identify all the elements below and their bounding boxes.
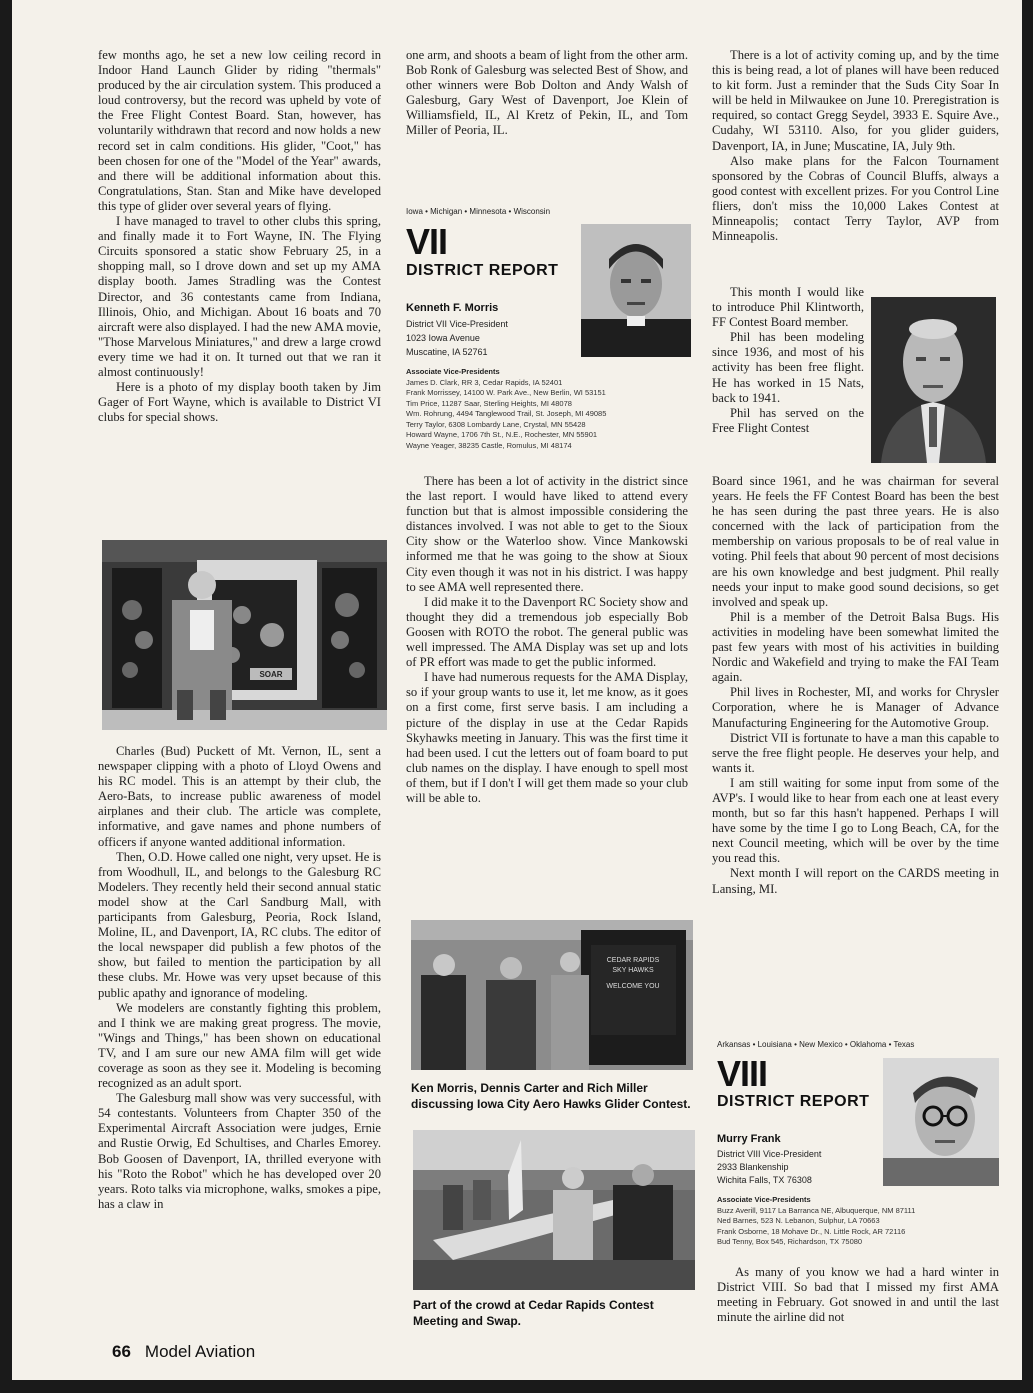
paragraph: few months ago, he set a new low ceiling record in Indoor Hand Launch Glider by riding "thermals" produced by the air circulation system. This produced a loud controversy, but the record was upheld by vote of the Free Flight Contest Board. Stan, however, has voluntarily withdrawn that record and now holds a new record set in calm conditions. His glider, "Coot," has been chosen for one of the "Model of the Year" awards, and there will be additional information about this. Congratulations, Stan. Stan and Mike have developed this type of glider over several years of flying. — [98, 48, 381, 213]
paragraph: Next month I will report on the CARDS meeting in Lansing, MI. — [712, 866, 999, 896]
paragraph: Charles (Bud) Puckett of Mt. Vernon, IL, sent a newspaper clipping with a photo of Lloyd Owens and his RC model. This is an attempt by their club, the Aero-Bats, to increase public awareness of model airplanes and their club. The article was complete, informative, and gave names and phone numbers of officers if anyone wanted additional information. — [98, 744, 381, 849]
paragraph: Phil lives in Rochester, MI, and works for Chrysler Corporation, where he is Manager of Advance Manufacturing Engineering for the Automotive Group. — [712, 685, 999, 730]
district-7-vp-title: District VII Vice-President — [406, 319, 508, 329]
assoc-item: Howard Wayne, 1706 7th St., N.E., Rochester, MN 55901 — [406, 430, 598, 439]
paragraph: We modelers are constantly fighting this problem, and I think we are making great progress. The movie, "Wings and Things," has been shown on educational TV, and I am sure our new AMA film will get wide coverage as soon as they see it. Modeling is becoming recognized as an adult sport. — [98, 1000, 381, 1091]
portrait-image — [871, 297, 996, 463]
paragraph: I have managed to travel to other clubs this spring, and finally made it to Fort Wayne, IN. The Flying Circuits sponsored a static show February 25, in a shopping mall, so I drove down and set up my AMA display booth. James Stradling was the Contest Director, and 36 contestants came from Indiana, Illinois, Ohio, and Michigan. About 16 boats and 70 aircraft were also displayed. I had the new AMA movie, "Those Marvelous Miniatures," and drew a large crowd every time we had it on. It turned out that we ran it almost continuously! — [98, 214, 381, 379]
portrait-murry-frank — [883, 1058, 999, 1186]
paragraph: I have had numerous requests for the AMA Display, so if your group wants to use it, let me know, as it goes on a first come, first serve basis. I am including a picture of the display in use at the Cedar Rapids Skyhawks meeting in January. This was the first time it had been used. I cut the letters out of foam board to put club names on the display. I have enough to spell most of them, but if I don't I will get them made so your club will be able to. — [406, 670, 688, 805]
column-2-body — [406, 474, 688, 806]
assoc-heading: Associate Vice-Presidents — [406, 367, 500, 376]
paragraph: I am still waiting for some input from some of the AVP's. I would like to hear from each one at least every month, but so far this hasn't happened. Perhaps I will have some by the time I go to Long Beach, CA, for the next Council meeting, which will be over by the time you read this. — [712, 775, 999, 866]
assoc-heading: Associate Vice-Presidents — [717, 1195, 811, 1204]
column-1-top — [98, 48, 381, 425]
paragraph: This month I would like to introduce Phil Klintworth, FF Contest Board member. — [712, 285, 864, 330]
district-7-address-1: 1023 Iowa Avenue — [406, 333, 480, 343]
assoc-item: James D. Clark, RR 3, Cedar Rapids, IA 52401 — [406, 377, 563, 387]
magazine-title: Model Aviation — [144, 1342, 256, 1361]
paragraph: I did make it to the Davenport RC Society show and thought they did a tremendous job especially Bob Goosen with ROTO the robot. The general public was well impressed. The AMA Display was set up and lots of PR effort was made to get the public informed. — [406, 594, 688, 670]
paragraph: District VII is fortunate to have a man this capable to serve the free flight people. He deserves your help, and wants it. — [712, 730, 999, 775]
assoc-item: Wayne Yeager, 38235 Castle, Romulus, MI 48174 — [406, 440, 572, 450]
welcome-sign-line-1: CEDAR RAPIDS — [606, 957, 660, 964]
district-8-vp-title: District VIII Vice-President — [717, 1149, 822, 1159]
district-8-associates — [717, 1195, 1007, 1248]
caption-cedar-rapids: Part of the crowd at Cedar Rapids Contest Meeting and Swap. — [413, 1298, 654, 1328]
paragraph: Here is a photo of my display booth taken by Jim Gager of Fort Wayne, which is available to District VI clubs for special shows. — [98, 380, 381, 425]
assoc-item: Terry Taylor, 6308 Lombardy Lane, Crystal, MN 55428 — [406, 419, 586, 429]
district-8-states: Arkansas • Louisiana • New Mexico • Oklahoma • Texas — [717, 1040, 915, 1049]
welcome-sign-line-2: SKY HAWKS — [612, 967, 654, 974]
page-number: 66 — [112, 1342, 131, 1361]
paragraph: Board since 1961, and he was chairman for several years. He feels the FF Contest Board has been the best he has seen during the past three years. He is also concerned with the lack of participation from the membership on various proposals to be of real value in voting. Phil feels that about 90 percent of most decisions are his own knowledge and best judgment. Phil really needs your input to make good sound decisions, so get involved and speak up. — [712, 474, 999, 609]
district-8-title: DISTRICT REPORT — [717, 1093, 870, 1110]
display-booth-image — [102, 540, 387, 730]
district-7-vp-name: Kenneth F. Morris — [406, 302, 499, 314]
paragraph: Then, O.D. Howe called one night, very upset. He is from Woodhull, IL, and belongs to the Galesburg RC Modelers. They recently held their second annual static model show at the Carl Sandburg Mall, with participants from Galesburg, Peoria, Rock Island, Moline, IL, and Davenport, IA, RC clubs. The editor of the local newspaper did publish a few photos of the show, but failed to mention the participation by all these clubs. Mr. Howe was very upset because of this public apathy and ignorance of modeling. — [98, 849, 381, 1000]
column-1-bottom — [98, 744, 381, 1212]
column-3-bottom — [717, 1265, 999, 1325]
portrait-phil-klintworth — [871, 297, 996, 463]
paragraph: The Galesburg mall show was very successful, with 54 contestants. Volunteers from Chapter 350 of the Experimental Aircraft Association were judges, Ernie and Rustie Orwig, Ed Schultises, and Charles Emorey. Bob Goosen of Davenport, IA, thrilled everyone with his "Roto the Robot" which he has developed over 20 years. Roto talks via microphone, walks, smokes a pipe, has a claw in — [98, 1091, 381, 1211]
caption-glider-contest: Ken Morris, Dennis Carter and Rich Miller discussing Iowa City Aero Hawks Glider Contest. — [411, 1081, 691, 1111]
paragraph: Phil has served on the Free Flight Contest — [712, 405, 864, 435]
assoc-item: Wm. Rohrung, 4494 Tanglewood Trail, St. Joseph, MI 49085 — [406, 409, 607, 418]
paragraph: one arm, and shoots a beam of light from the other arm. Bob Ronk of Galesburg was selected Best of Show, and other winners were Bob Dolton and Andy Walsh of Galesburg, Gary West of Davenport, Joe Klein of Williamsfield, IL, Al Kretz of Pekin, IL, and Tom Miller of Peoria, IL. — [406, 48, 688, 138]
crowd-image — [413, 1130, 695, 1290]
paragraph: Phil is a member of the Detroit Balsa Bugs. His activities in modeling have been somewhat limited the past few years with most of his activities in building Nordic and Wakefield and trying to make the FAI Team again. — [712, 609, 999, 685]
assoc-item: Frank Osborne, 18 Mohave Dr., N. Little Rock, AR 72116 — [717, 1226, 906, 1236]
soar-sign-text: SOAR — [259, 670, 283, 679]
assoc-item: Buzz Averill, 9117 La Barranca NE, Albuquerque, NM 87111 — [717, 1205, 916, 1215]
page-footer — [112, 1342, 255, 1362]
paragraph: There is a lot of activity coming up, and by the time this is being read, a lot of planes will have been reduced to kit form. Just a reminder that the Suds City Soar In will be held in Milwaukee on June 10. Preregistration is required, so contact Gregg Seydel, 3933 E. Squire Ave., Cudahy, WI 53110. Also, for you glider guiders, Davenport, IA, in June; Muscatine, IA, July 9th. — [712, 48, 999, 153]
magazine-page — [12, 0, 1022, 1380]
assoc-item: Bud Tenny, Box 545, Richardson, TX 75080 — [717, 1237, 863, 1246]
portrait-kenneth-morris — [581, 224, 691, 357]
welcome-sign-line-3: WELCOME YOU — [606, 983, 660, 990]
column-3-top — [712, 48, 999, 244]
paragraph: Also make plans for the Falcon Tournament sponsored by the Cobras of Council Bluffs, always a good contest with excellent prizes. For you Control Line fliers, don't miss the 10,000 Lakes Contest at Minneapolis; contact Terry Taylor, AVP from Minneapolis. — [712, 153, 999, 244]
district-7-associates — [406, 367, 696, 451]
paragraph: As many of you know we had a hard winter in District VIII. So bad that I missed my first AMA meeting in February. Got snowed in and until the last minute the airline did not — [717, 1265, 999, 1325]
district-8-vp-name: Murry Frank — [717, 1133, 781, 1145]
district-8-address-1: 2933 Blankenship — [717, 1162, 789, 1172]
column-2-top — [406, 48, 688, 139]
portrait-image — [581, 224, 691, 357]
portrait-image — [883, 1058, 999, 1186]
district-7-states: Iowa • Michigan • Minnesota • Wisconsin — [406, 207, 551, 216]
assoc-item: Frank Morrissey, 14100 W. Park Ave., New Berlin, WI 53151 — [406, 388, 606, 397]
discussion-image — [411, 920, 693, 1070]
photo-display-booth — [102, 540, 387, 730]
assoc-item: Tim Price, 11287 Saar, Sterling Heights, MI 48078 — [406, 398, 572, 408]
district-7-number: VII — [406, 221, 448, 262]
column-3-narrow — [712, 285, 864, 436]
photo-glider-contest-discussion — [411, 920, 693, 1070]
column-3-middle — [712, 474, 999, 897]
paragraph: Phil has been modeling since 1936, and most of his activity has been free flight. He has worked in 15 Nats, back to 1941. — [712, 330, 864, 405]
district-7-title: DISTRICT REPORT — [406, 262, 559, 279]
district-8-address-2: Wichita Falls, TX 76308 — [717, 1175, 812, 1185]
assoc-item: Ned Barnes, 523 N. Lebanon, Sulphur, LA 70663 — [717, 1216, 880, 1225]
district-7-address-2: Muscatine, IA 52761 — [406, 347, 488, 357]
district-8-number: VIII — [717, 1053, 768, 1094]
photo-cedar-rapids-crowd — [413, 1130, 695, 1290]
paragraph: There has been a lot of activity in the district since the last report. I would have liked to attend every function but that is almost impossible considering the distances involved. I was not able to get to the Sioux City show or the Waterloo show. Vince Mankowski informed me that he was going to the show at Sioux City even though it was not in his district. I was happy to see AMA well represented there. — [406, 474, 688, 594]
